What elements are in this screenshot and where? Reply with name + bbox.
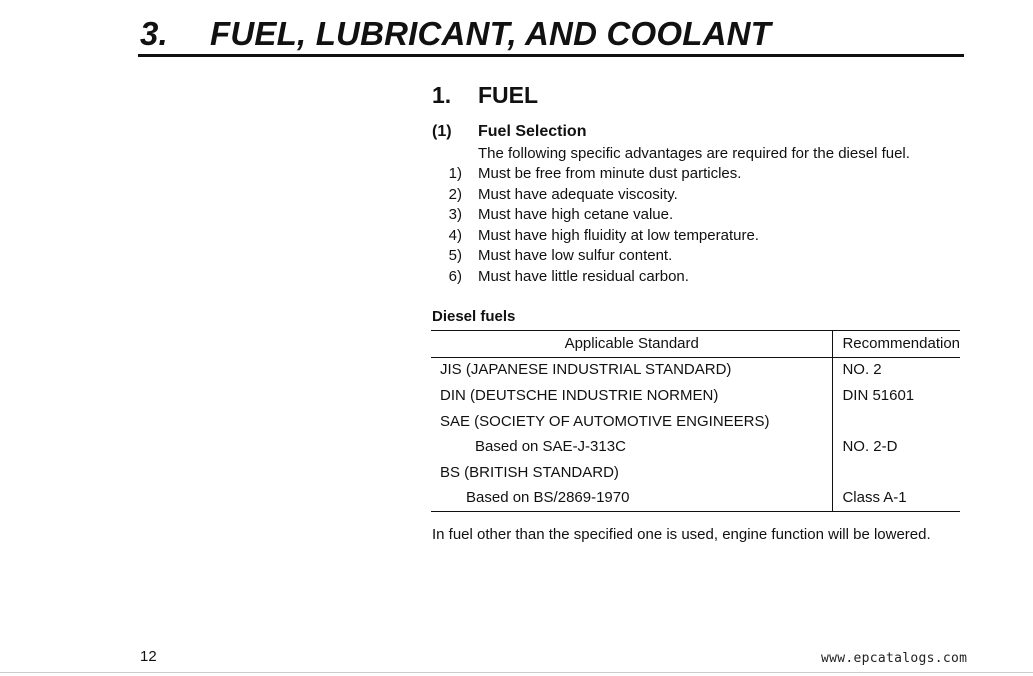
- chapter-title-rule: [138, 54, 964, 57]
- subsection-heading: [432, 122, 586, 142]
- bottom-divider: [0, 672, 1033, 673]
- list-item-marker: 5): [448, 247, 462, 264]
- table-row: [431, 409, 960, 435]
- cell-recommendation: NO. 2: [842, 361, 882, 379]
- header-standard: Applicable Standard: [431, 331, 833, 358]
- watermark: www.epcatalogs.com: [821, 651, 968, 666]
- page-number: 12: [140, 648, 157, 665]
- cell-recommendation: [833, 409, 960, 435]
- header-recommendation: Recommendation: [842, 334, 960, 352]
- list-item: [432, 205, 759, 226]
- cell-standard: DIN (DEUTSCHE INDUSTRIE NORMEN): [431, 383, 833, 409]
- table-row: [431, 434, 960, 460]
- fuel-note: In fuel other than the specified one is used, engine function will be lowered.: [432, 526, 931, 543]
- subsection-title: Fuel Selection: [478, 123, 587, 140]
- list-item-text: Must have adequate viscosity.: [478, 185, 678, 203]
- list-item-marker: 3): [448, 206, 462, 223]
- table-row: [431, 486, 960, 512]
- table-row: [431, 383, 960, 409]
- list-item-text: Must be free from minute dust particles.: [478, 165, 742, 182]
- chapter-title-text: FUEL, LUBRICANT, AND COOLANT: [210, 15, 772, 52]
- list-item-text: Must have high fluidity at low temperature.: [478, 226, 759, 244]
- list-item-marker: 1): [448, 165, 462, 182]
- list-item-text: Must have little residual carbon.: [478, 267, 689, 285]
- section-title: FUEL: [478, 82, 539, 108]
- cell-recommendation: NO. 2-D: [842, 438, 898, 456]
- requirements-list: [432, 164, 759, 287]
- cell-standard: SAE (SOCIETY OF AUTOMOTIVE ENGINEERS): [431, 409, 833, 435]
- table-row: [431, 357, 960, 383]
- list-item: [432, 267, 759, 288]
- section-number: 1.: [432, 82, 452, 108]
- cell-recommendation: [833, 460, 960, 486]
- diesel-fuels-table: [431, 330, 960, 512]
- cell-standard: JIS (JAPANESE INDUSTRIAL STANDARD): [431, 357, 833, 383]
- cell-standard: BS (BRITISH STANDARD): [431, 460, 833, 486]
- subsection-number: (1): [432, 123, 452, 140]
- list-item-text: Must have high cetane value.: [478, 206, 674, 223]
- list-item: [432, 185, 759, 206]
- list-item-marker: 2): [448, 185, 462, 203]
- list-item-marker: 6): [448, 267, 462, 285]
- list-item: [432, 226, 759, 247]
- table-row: [431, 460, 960, 486]
- cell-recommendation: Class A-1: [842, 489, 907, 507]
- list-item-marker: 4): [448, 226, 462, 244]
- chapter-title: [140, 14, 964, 54]
- cell-standard: Based on BS/2869-1970: [431, 486, 833, 512]
- list-item-text: Must have low sulfur content.: [478, 247, 673, 264]
- subsection-intro: The following specific advantages are required for the diesel fuel.: [478, 145, 910, 162]
- chapter-number: 3.: [140, 15, 168, 52]
- table-header-row: [431, 331, 960, 358]
- section-heading: [432, 80, 538, 110]
- cell-recommendation: DIN 51601: [842, 386, 915, 404]
- table-title: Diesel fuels: [432, 308, 516, 325]
- cell-standard: Based on SAE-J-313C: [431, 434, 833, 460]
- list-item: [432, 164, 759, 185]
- list-item: [432, 246, 759, 267]
